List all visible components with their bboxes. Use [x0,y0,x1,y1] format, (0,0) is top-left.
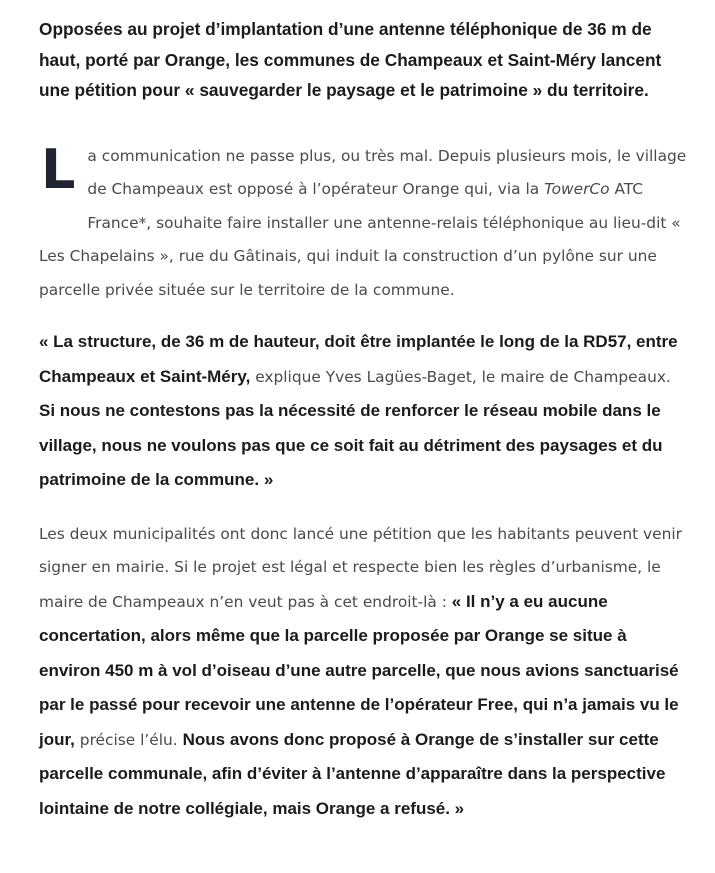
article-lead: Opposées au projet d’implantation d’une antenne téléphonique de 36 m de haut, porté par Orange, les communes de Champeaux et Saint-Méry lancent une pétition pour « sauvegarder le paysage et le patrimoine » du territoire. [39,19,662,100]
drop-cap: L [41,137,76,201]
paragraph-petition [39,518,687,827]
petition-intro: Les deux municipalités ont donc lancé une pétition que les habitants peuvent venir signer en mairie. Si le projet est légal et respecte bien les règles d’urbanisme, le maire de Champeaux n’en veut pas à cet endroit-là : [39,524,682,611]
paragraph-intro-text-b: ATC France*, souhaite faire installer une antenne-relais téléphonique au lieu-dit « Les Chapelains », rue du Gâtinais, qui induit la construction d’un pylône sur une parcelle privée située sur le territoire de la commune. [39,180,681,299]
towerco-italic: TowerCo [544,180,610,198]
paragraph-quote-mayor [39,325,687,498]
quote-network: Si nous ne contestons pas la nécessité de renforcer le réseau mobile dans le village, nous ne voulons pas que ce soit fait au détriment des paysages et du patrimoine de la commune. » [39,401,663,489]
paragraph-intro [39,137,687,308]
quote-refusal: Nous avons donc proposé à Orange de s’installer sur cette parcelle communale, afin d’éviter à l’antenne d’apparaître dans la perspective lointaine de notre collégiale, mais Orange a refusé. » [39,729,666,818]
paragraph-intro-text-a: a communication ne passe plus, ou très mal. Depuis plusieurs mois, le village de Champeaux est opposé à l’opérateur Orange qui, via la [87,146,687,198]
article-body [39,0,687,826]
quote-concertation: « Il n’y a eu aucune concertation, alors même que la parcelle proposée par Orange se situe à environ 450 m à vol d’oiseau d’une autre parcelle, que nous avions sanctuarisé par le passé pour recevoir une antenne de l’opérateur Free, qui n’a jamais vu le jour, [39,591,679,749]
quote-attribution: explique Yves Lagües-Baget, le maire de Champeaux. [250,367,671,386]
quote-attribution-elu: précise l’élu. [74,730,183,749]
quote-structure: « La structure, de 36 m de hauteur, doit être implantée le long de la RD57, entre Champeaux et Saint-Méry, [39,332,678,386]
